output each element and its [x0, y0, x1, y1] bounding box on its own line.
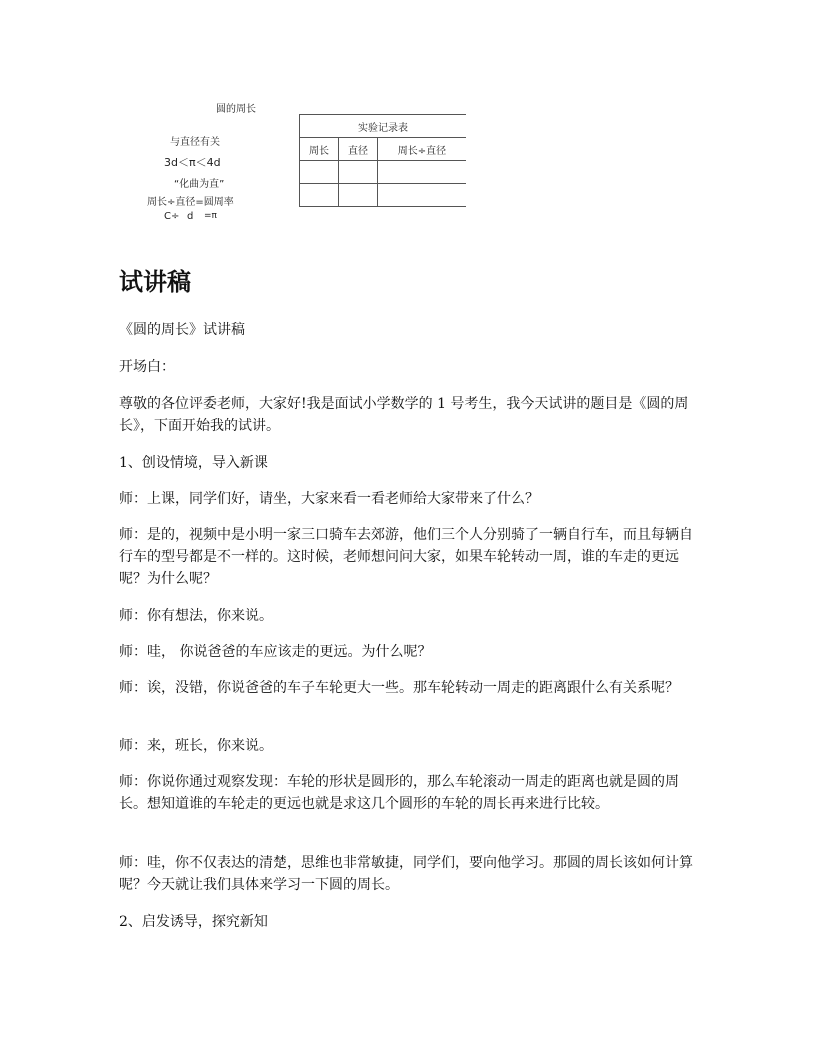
section-heading-2: 2、启发诱导，探究新知 — [119, 914, 268, 930]
page-heading: 试讲稿 — [119, 268, 191, 296]
para-opening-label: 开场白： — [119, 359, 175, 375]
para-teacher-3: 师：你有想法，你来说。 — [119, 608, 273, 624]
table-caption: 实验记录表 — [300, 115, 467, 138]
experiment-record-table — [299, 114, 466, 207]
table-cell — [378, 161, 467, 184]
para-doc-title: 《圆的周长》试讲稿 — [119, 322, 245, 338]
table-cell — [378, 184, 467, 207]
table-cell — [339, 184, 378, 207]
board-note-3: “化曲为直” — [174, 179, 225, 190]
blackboard-design — [0, 0, 816, 240]
table-header-ratio: 周长÷直径 — [378, 138, 467, 161]
board-title: 圆的周长 — [216, 104, 256, 115]
table-cell — [300, 161, 339, 184]
para-teacher-5: 师：诶，没错，你说爸爸的车子车轮更大一些。那车轮转动一周走的距离跟什么有关系呢？ — [119, 680, 679, 696]
table-cell — [300, 184, 339, 207]
board-note-4: 周长÷直径=圆周率 — [147, 197, 234, 208]
board-note-2: 3d＜π＜4d — [164, 156, 221, 169]
table-header-circumference: 周长 — [300, 138, 339, 161]
table-row — [300, 184, 467, 207]
section-heading-1: 1、创设情境，导入新课 — [119, 455, 268, 471]
board-formula-d: d — [187, 211, 194, 222]
table-cell — [339, 161, 378, 184]
board-note-1: 与直径有关 — [170, 137, 220, 148]
table-row — [300, 161, 467, 184]
para-teacher-8: 师：哇，你不仅表达的清楚，思维也非常敏捷，同学们，要向他学习。那圆的周长该如何计算呢？今天就让我们具体来学习一下圆的周长。 — [119, 855, 693, 893]
para-teacher-4: 师：哇， 你说爸爸的车应该走的更远。为什么呢？ — [119, 644, 432, 660]
board-formula-pi: =π — [204, 211, 217, 221]
para-teacher-1: 师：上课，同学们好，请坐，大家来看一看老师给大家带来了什么？ — [119, 491, 539, 507]
para-teacher-6: 师：来，班长，你来说。 — [119, 738, 273, 754]
table-header-diameter: 直径 — [339, 138, 378, 161]
para-teacher-7: 师：你说你通过观察发现：车轮的形状是圆形的，那么车轮滚动一周走的距离也就是圆的周长。想知道谁的车轮走的更远也就是求这几个圆形的车轮的周长再来进行比较。 — [119, 774, 679, 812]
para-opening: 尊敬的各位评委老师，大家好!我是面试小学数学的 1 号考生，我今天试讲的题目是《圆的周长》，下面开始我的试讲。 — [119, 396, 689, 434]
board-formula-c: C÷ — [164, 211, 180, 222]
para-teacher-2: 师：是的，视频中是小明一家三口骑车去郊游，他们三个人分别骑了一辆自行车，而且每辆自行车的型号都是不一样的。这时候，老师想问问大家，如果车轮转动一周，谁的车走的更远呢？为什么呢？ — [119, 527, 693, 587]
